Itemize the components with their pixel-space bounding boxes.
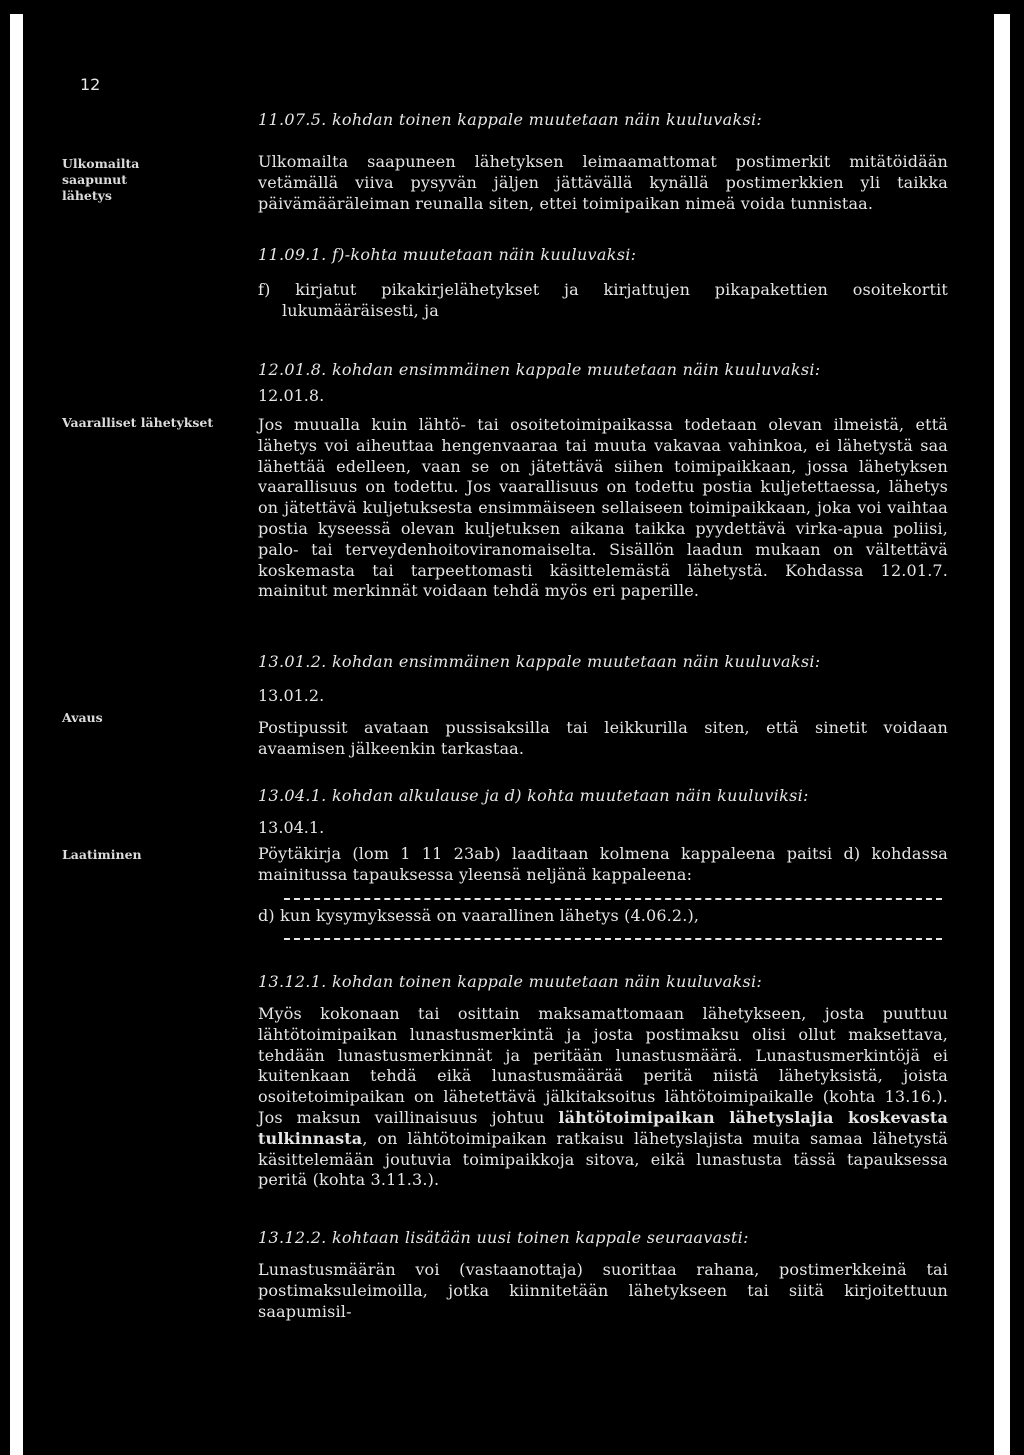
section-text: Jos muualla kuin lähtö- tai osoitetoimipaikassa todetaan olevan ilmeistä, että lähetys voi aiheuttaa hengenvaaraa tai muuta vakavaa vahinkoa, ei lähetystä saa lähettää edelleen, vaan se on jätettävä siihen toimipaikkaan, jossa lähetyksen vaarallisuus on todettu. Jos vaarallisuus on todettu postia kuljetettaessa, lähetys on jätettävä kuljetuksesta ensimmäiseen sellaiseen toimipaikkaan, joka voi vaihtaa postia kyseessä olevan kuljetuksen aikana taikka pyydettävä virka-apua poliisi, palo- tai terveydenhoitoviranomaiselta. Sisällön laadun mukaan on vältettävä koskemasta tai tarpeettomasti käsittelemästä lähetystä. Kohdassa 12.01.7. mainitut merkinnät voidaan tehdä myös eri paperille. <box>258 415 948 601</box>
page-number: 12 <box>80 75 101 94</box>
section-text-part-a: Myös kokonaan tai osittain maksamattomaan lähetykseen, josta puuttuu lähtötoimipaikan lunastusmerkintä ja josta postimaksu olisi ollut maksettava, tehdään lunastusmerkinnät ja peritään lunastusmäärä. Lunastusmerkintöjä ei kuitenkaan tehdä eikä lunastusmäärää peritä niistä lähetyksistä, joista osoitetoimipaikan on lähetettävä jälkitaksoitus lähtötoimipaikalle (kohta 13.16.). Jos maksun vaillinaisuus johtuu <box>258 1004 948 1127</box>
section-ref: 13.04.1. <box>258 818 325 837</box>
margin-label-ulkomailta: Ulkomailta saapunut lähetys <box>62 156 140 203</box>
section-13-12-1 <box>258 972 948 1191</box>
section-text: Pöytäkirja (lom 1 11 23ab) laaditaan kolmena kappaleena paitsi d) kohdassa mainitussa tapauksessa yleensä neljänä kappaleena: <box>258 844 948 884</box>
section-11-07-5 <box>258 110 948 214</box>
section-heading: 13.01.2. kohdan ensimmäinen kappale muutetaan näin kuuluvaksi: <box>258 652 821 671</box>
margin-label-laatiminen: Laatiminen <box>62 847 142 862</box>
section-ref: 13.01.2. <box>258 686 325 705</box>
section-heading: 13.12.1. kohdan toinen kappale muutetaan näin kuuluvaksi: <box>258 972 763 991</box>
section-ref: 12.01.8. <box>258 386 325 405</box>
omission-dashes-bottom <box>284 938 942 940</box>
section-heading: 12.01.8. kohdan ensimmäinen kappale muutetaan näin kuuluvaksi: <box>258 360 821 379</box>
section-text: Ulkomailta saapuneen lähetyksen leimaamattomat postimerkit mitätöidään vetämällä viiva pysyvän jäljen jättävällä kynällä postimerkkien yli taikka päivämääräleiman reunalla siten, ettei toimipaikan nimeä voida tunnistaa. <box>258 152 948 213</box>
section-13-12-2 <box>258 1228 948 1322</box>
section-text: f) kirjatut pikakirjelähetykset ja kirjattujen pikapakettien osoitekortit lukumääräisesti, ja <box>258 280 948 320</box>
section-text: Lunastusmäärän voi (vastaanottaja) suorittaa rahana, postimerkkeinä tai postimaksuleimoilla, jotka kiinnitetään lähetykseen tai siitä kirjoitettuun saapumisil- <box>258 1260 948 1321</box>
page-edge-right <box>994 14 1010 1455</box>
section-13-04-1 <box>258 786 948 940</box>
section-heading: 11.07.5. kohdan toinen kappale muutetaan näin kuuluvaksi: <box>258 110 763 129</box>
section-heading: 13.12.2. kohtaan lisätään uusi toinen kappale seuraavasti: <box>258 1228 749 1247</box>
margin-label-avaus: Avaus <box>62 710 103 725</box>
section-item-d: d) kun kysymyksessä on vaarallinen lähetys (4.06.2.), <box>258 905 700 925</box>
section-text: Postipussit avataan pussisaksilla tai leikkurilla siten, että sinetit voidaan avaamisen jälkeenkin tarkastaa. <box>258 718 948 758</box>
section-heading: 13.04.1. kohdan alkulause ja d) kohta muutetaan näin kuuluviksi: <box>258 786 809 805</box>
section-13-01-2 <box>258 652 948 760</box>
section-text-part-b: , on lähtötoimipaikan ratkaisu lähetyslajista muita samaa lähetystä käsittelemään joutuvia toimipaikkoja sitova, eikä lunastusta tässä tapauksessa peritä (kohta 3.11.3.). <box>258 1128 948 1190</box>
section-text-bold: lähtötoimipaikan lähetyslajia koskevasta tulkinnasta <box>258 1107 948 1148</box>
section-11-09-1 <box>258 245 948 322</box>
section-12-01-8 <box>258 360 948 602</box>
section-text <box>258 1004 948 1191</box>
page-edge-left <box>10 14 23 1455</box>
omission-dashes-top <box>284 898 942 900</box>
margin-label-vaaralliset: Vaaralliset lähetykset <box>62 415 214 430</box>
section-heading: 11.09.1. f)-kohta muutetaan näin kuuluvaksi: <box>258 245 637 264</box>
